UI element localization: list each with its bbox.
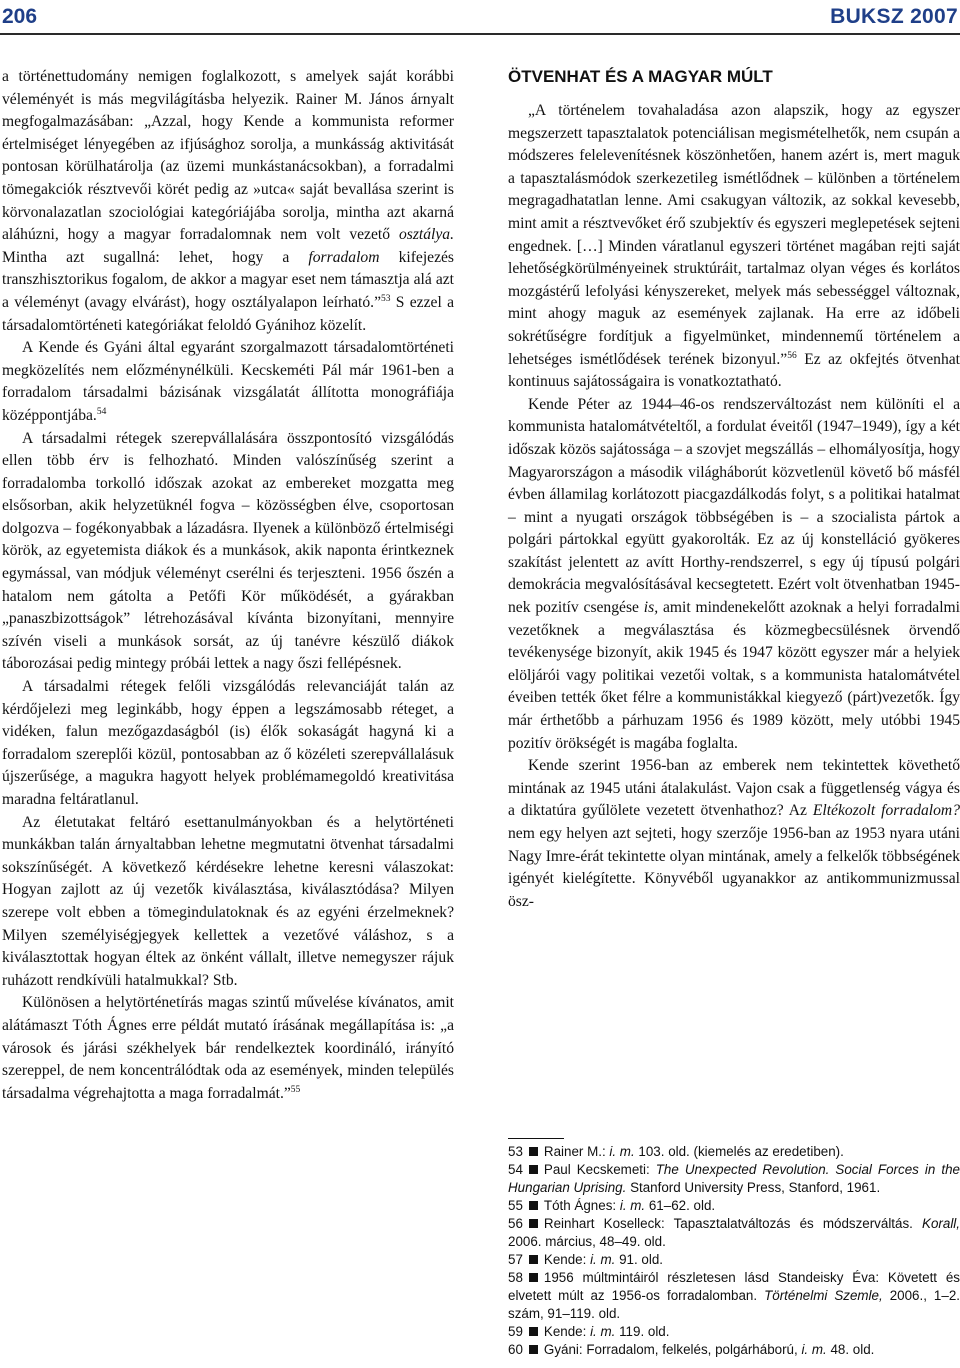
footnote: 55 Tóth Ágnes: i. m. 61–62. old. bbox=[508, 1198, 716, 1213]
paragraph: Különösen a helytörténetírás magas szintű művelése kívánatos, amit alátámaszt Tóth Ágnes erre példát mutató írásának megállapítása is: „a városok és járási székhelyek bár rendelkeztek koordináló, irányító szereppel, de nem koncentrálódtak oda az események, minden település társadalma végrehajtotta a maga forradalmát.”$^{55}$ bbox=[2, 994, 454, 1102]
footnote: 57 Kende: i. m. 91. old. bbox=[508, 1252, 664, 1267]
page-header bbox=[0, 0, 960, 40]
footnote-divider bbox=[508, 1138, 564, 1139]
square-bullet-icon bbox=[529, 1165, 538, 1174]
footnote: 59 Kende: i. m. 119. old. bbox=[508, 1324, 670, 1339]
right-column bbox=[508, 66, 960, 913]
footnote-ref: 55 bbox=[290, 1084, 301, 1095]
page-number: 206 bbox=[2, 5, 38, 28]
footnote-ref: 56 bbox=[787, 350, 797, 361]
paragraph: A társadalmi rétegek szerepvállalására összpontosító vizsgálódás ellen több érv is felhozható. Minden valószínűség szerint a forradalomba torkolló időszak azokat az embereket mozgatta meg elsősorban, akik helyzetüknél fogva – közösségben élve, csoportosan dolgozva – fogékonyabbak a lázadásra. Ilyenek a különböző értelmiségi körök, az egyetemista diákok és a munkások, akik naponta érintkeznek egymással, van módjuk véleményt cserélni és terjeszteni. 1956 őszén a hatalom nem gátolta a Petőfi Kör működését, a gyárakban „panaszbizottságok” létrehozásával kívánta bizonyítani, mennyire szívén viseli a munkások sorsát, az új tanévre készülő diákok táborozásai pedig mintegy próbái lettek a nagy őszi fellépésnek. bbox=[2, 429, 454, 673]
square-bullet-icon bbox=[529, 1201, 538, 1210]
left-column bbox=[2, 66, 454, 1105]
journal-title: BUKSZ 2007 bbox=[830, 5, 958, 28]
footnote: 58 1956 múltmintáiról részletesen lásd Standeisky Éva: Követett és elvetett múlt az 1956-os forradalomban. Történelmi Szemle, 2006., 1–2. szám, 91–119. old. bbox=[508, 1270, 960, 1321]
square-bullet-icon bbox=[529, 1327, 538, 1336]
paragraph: a történettudomány nemigen foglalkozott, s amelyek saját korábbi véleményét is más megvilágításba helyezik. Rainer M. János árnyalt megfogalmazásában: „Azzal, hogy Kende a kommunista reformer értelmiséget lényegében az ifjúsághoz sorolja, a munkásság aktivitását pontosan körülhatárolja (az üzemi munkástanácsokban), a forradalmi tömegakciók résztvevői körét pedig az »utca« saját bevallása szerint is körvonalazatlan szociológiai kategóriájába sorolja, mintha azt akarná aláhúzni, hogy a magyar forradalomnak nem volt vezető osztálya. Mintha azt sugallná: lehet, hogy a forradalom kifejezés transzhisztorikus fogalom, de akkor a magyar eset nem támasztja alá azt a véleményt (avagy elvárást), hogy osztályalapon leírható.”$^{53}$ S ezzel a társadalomtörténeti kategóriákat feloldó Gyánihoz közelít. bbox=[2, 68, 454, 334]
footnote-ref: 54 bbox=[96, 406, 107, 417]
header-rule bbox=[0, 33, 960, 35]
footnote-ref: 53 bbox=[381, 293, 391, 304]
footnote: 56 Reinhart Koselleck: Tapasztalatváltozás és módszerváltás. Korall, 2006. március, 48–49. old. bbox=[508, 1216, 960, 1249]
paragraph: „A történelem tovahaladása azon alapszik, hogy az egyszer megszerzett tapasztalatok potenciálisan megismételhetők, nem csupán a módszeres felelevenítésnek köszönhetően, hanem azért is, mert maguk a tapasztalásmódok szerkezetileg ismétlődnek – különben a történelem megragadhatatlan lenne. Ami csakugyan változik, az sokkal kevesebb, mint amit a résztvevőket érő szubjektív és egyszeri meglepetések sejteni engednek. […] Minden váratlanul egyszeri történet magában rejti saját lehetőségkörülményeinek struktúráit, tartalmaz olyan véges és korlátos mozgástérű lefolyási kényszereket, melyek más sebességgel változnak, mint ahogy maguk az események zajlanak. Ha erre az időbeli sokrétűségre fordítjuk a figyelmünket, mindennemű történelem a lehetséges ismétlődések terének bizonyul.”$^{56}$ Ez az okfejtés ötvenhat kontinuus sajátosságaira is vonatkoztatható. bbox=[508, 102, 960, 391]
footnote: 60 Gyáni: Forradalom, felkelés, polgárháború, i. m. 48. old. bbox=[508, 1342, 875, 1357]
square-bullet-icon bbox=[529, 1255, 538, 1264]
square-bullet-icon bbox=[529, 1219, 538, 1228]
footnote: 54 Paul Kecskemeti: The Unexpected Revolution. Social Forces in the Hungarian Uprising. Stanford University Press, Stanford, 1961. bbox=[508, 1162, 960, 1195]
section-title: ÖTVENHAT ÉS A MAGYAR MÚLT bbox=[508, 67, 773, 86]
square-bullet-icon bbox=[529, 1147, 538, 1156]
square-bullet-icon bbox=[529, 1273, 538, 1282]
paragraph: A Kende és Gyáni által egyaránt szorgalmazott társadalomtörténeti megközelítés nem előzménynélküli. Kecskeméti Pál már 1961-ben a forradalom társadalmi bázisának vizsgálatát állította monográfiája középpontjába.$^{54}$ bbox=[2, 339, 454, 424]
footnotes bbox=[508, 1143, 960, 1359]
footnote: 53 Rainer M.: i. m. 103. old. (kiemelés az eredetiben). bbox=[508, 1144, 844, 1159]
paragraph: Kende Péter az 1944–46-os rendszerváltozást nem különíti el a kommunista hatalomátvételtől, a fordulat éveitől (1947–1949), így a két időszak közös sajátossága – a szovjet megszállás – elhomályosítja, hogy Magyarországon a második világháborút közvetlenül követő bő másfél évben államilag korlátozott piacgazdálkodás folyt, s a politikai hatalmat – mint a nyugati országok többségében is – a szocialista pártok a polgári pártokkal együtt gyakorolták. Ez az új konstelláció gyökeres szakítást jelentett az avítt Horthy-rendszerrel, s egy új típusú polgári demokrácia megvalósításával kecsegtetett. Ezért volt ötvenhatban 1945-nek pozitív csengése is, amit mindenekelőtt azoknak a helyi forradalmi vezetőknek a megválasztása és közmegbecsülésnek örvendő tevékenysége bizonyít, akik 1945 és 1947 között egyszer már a helyiek elöljárói vagy politikai vezetői voltak, s a kommunista hatalomátvétel éveiben tették őket félre a kommunistákkal kiegyező (párt)vezetők. Így már érthetőbb a párhuzam 1956 és 1989 között, mely utóbbi 1945 pozitív örökségét is magába foglalta. bbox=[508, 395, 960, 752]
square-bullet-icon bbox=[529, 1345, 538, 1354]
paragraph: Kende szerint 1956-ban az emberek nem tekintettek követhető mintának az 1945 utáni átalakulást. Vajon csak a függetlenség vágya és a diktatúra gyűlölete vezetett ötvenhathoz? Az Eltékozolt forradalom? nem egy helyen azt sejteti, hogy szerzője 1956-ban az 1953 nyara utáni Nagy Imre-érát tekintette olyan mintának, amely a felkelők többségének igényét kielégítette. Könyvéből ugyanakkor az antikommunizmussal ösz- bbox=[508, 757, 960, 910]
paragraph: A társadalmi rétegek felőli vizsgálódás relevanciáját talán az kérdőjelezi meg leginkább, hogy éppen a legszámosabb réteget, a vidéken, falun mezőgazdaságból (is) élők sokaságát hagyná ki a forradalom szereplői közül, pontosabban az ő közéleti szerepvállalásuk újszerűsége, a magukra hagyott helyek problémamegoldó kreativitása maradna feltáratlanul. bbox=[2, 678, 454, 808]
paragraph: Az életutakat feltáró esettanulmányokban és a helytörténeti munkákban talán árnyaltabban lehetne megmutatni ötvenhat társadalmi sokszínűségét. A következő kérdésekre lehetne keresni válaszokat: Hogyan zajlott az új vezetők kiválasztása, kiválasztódása? Milyen szerepe volt ebben a tömegindulatoknak és az egyéni érzelmeknek? Milyen személyiségjegyek kellettek a vezetővé váláshoz, s a kiválasztottak hogyan éltek az önként vállalt, illetve nemegyszer rájuk ruházott rendkívüli hatalmukkal? Stb. bbox=[2, 813, 454, 989]
